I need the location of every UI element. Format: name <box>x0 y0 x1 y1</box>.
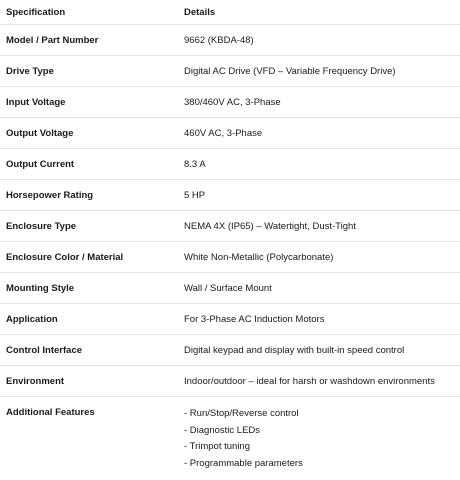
table-header-row <box>0 0 460 25</box>
spec-value: NEMA 4X (IP65) – Watertight, Dust-Tight <box>178 211 460 242</box>
spec-label: Environment <box>0 366 178 397</box>
spec-label: Enclosure Type <box>0 211 178 242</box>
spec-value: Digital AC Drive (VFD – Variable Frequency Drive) <box>178 56 460 87</box>
spec-value: 380/460V AC, 3-Phase <box>178 87 460 118</box>
table-row <box>0 211 460 242</box>
table-row <box>0 366 460 397</box>
spec-label: Application <box>0 304 178 335</box>
table-row <box>0 335 460 366</box>
spec-value: For 3-Phase AC Induction Motors <box>178 304 460 335</box>
spec-label: Horsepower Rating <box>0 180 178 211</box>
table-row <box>0 242 460 273</box>
table-row <box>0 304 460 335</box>
spec-label: Drive Type <box>0 56 178 87</box>
table-row <box>0 180 460 211</box>
spec-value: 5 HP <box>178 180 460 211</box>
feature-item: - Programmable parameters <box>184 457 303 469</box>
table-row-additional-features <box>0 397 460 480</box>
feature-item: - Run/Stop/Reverse control <box>184 408 299 419</box>
column-header-specification: Specification <box>0 0 178 25</box>
spec-label: Model / Part Number <box>0 25 178 56</box>
spec-label: Enclosure Color / Material <box>0 242 178 273</box>
table-row <box>0 25 460 56</box>
spec-label: Mounting Style <box>0 273 178 304</box>
spec-value: Indoor/outdoor – ideal for harsh or washdown environments <box>178 366 460 397</box>
spec-label: Output Current <box>0 149 178 180</box>
table-row <box>0 273 460 304</box>
spec-label: Additional Features <box>6 407 95 418</box>
spec-value: 8.3 A <box>178 149 460 180</box>
spec-label: Output Voltage <box>0 118 178 149</box>
features-cell <box>178 397 460 480</box>
feature-item: - Trimpot tuning <box>184 441 250 452</box>
features-list <box>184 406 460 472</box>
column-header-details: Details <box>178 0 460 25</box>
spec-value: White Non-Metallic (Polycarbonate) <box>178 242 460 273</box>
spec-label: Input Voltage <box>0 87 178 118</box>
table-row <box>0 56 460 87</box>
spec-value: Wall / Surface Mount <box>178 273 460 304</box>
spec-value: 460V AC, 3-Phase <box>178 118 460 149</box>
feature-item: - Diagnostic LEDs <box>184 424 261 436</box>
spec-value: Digital keypad and display with built-in speed control <box>178 335 460 366</box>
table-row <box>0 149 460 180</box>
spec-label: Control Interface <box>0 335 178 366</box>
spec-value: 9662 (KBDA-48) <box>178 25 460 56</box>
table-row <box>0 87 460 118</box>
table-row <box>0 118 460 149</box>
